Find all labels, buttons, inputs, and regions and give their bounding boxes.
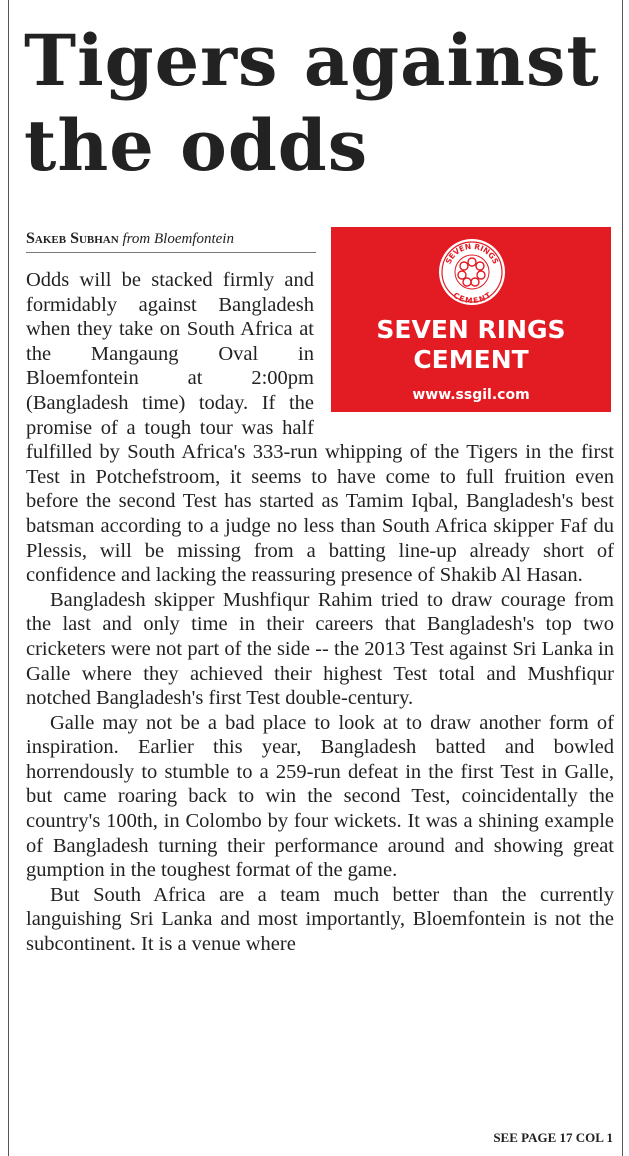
advert-brand-line2: CEMENT xyxy=(413,345,529,374)
column-rule-right xyxy=(622,0,623,1156)
paragraph-text: Odds will be stacked firmly and formidably against Bangladesh when they take on South Africa at the Mangaung Oval in Bloemfontein at 2:00pm (Bangladesh time) today. If the promise of a tough tour was half fulfilled by South Africa's 333-run whipping of the Tigers in the first Test in Potchefstroom, it seems to have come to full fruition even before the second Test has started as Tamim Iqbal, Bangladesh's best batsman according to a judge no less than South Africa skipper Faf du Plessis, will be missing from a batting line-up already short of confidence and lacking the reassuring presence of Shakib Al Hasan. xyxy=(26,269,614,587)
paragraph xyxy=(26,268,614,588)
logo-text-top: SEVEN RINGS xyxy=(443,241,501,266)
byline-location: from Bloemfontein xyxy=(122,231,234,247)
logo-text-bottom: CEMENT xyxy=(451,290,493,306)
headline: Tigers against the odds xyxy=(24,19,600,187)
article-body xyxy=(26,268,614,957)
column-rule-left xyxy=(8,0,9,1156)
paragraph: Galle may not be a bad place to look at to draw another form of inspiration. Earlier this year, Bangladesh batted and bowled horrendously to stumble to a 259-run defeat in the first Test in Galle, but came roaring back to win the second Test, coincidentally the country's 100th, in Colombo by four wickets. It was a shining example of Bangladesh turning their performance around and showing great gumption in the toughest format of the game. xyxy=(26,711,614,882)
advert-brand-line1: SEVEN RINGS xyxy=(376,315,566,344)
advert-url[interactable]: www.ssgil.com xyxy=(412,387,530,403)
paragraph: But South Africa are a team much better than the currently languishing Sri Lanka and most importantly, Bloemfontein is not the subcontinent. It is a venue where xyxy=(26,883,614,956)
byline-author: Sakeb Subhan xyxy=(26,230,119,247)
byline xyxy=(26,230,316,253)
advert-wrap-space xyxy=(314,268,614,440)
paragraph: Bangladesh skipper Mushfiqur Rahim tried to draw courage from the last and only time in their careers that Bangladesh's top two cricketers were not part of the side -- the 2013 Test against Sri Lanka in Galle where they achieved their highest Test total and Mushfiqur notched Bangladesh's first Test double-century. xyxy=(26,588,614,710)
continuation-note: SEE PAGE 17 COL 1 xyxy=(493,1130,613,1145)
